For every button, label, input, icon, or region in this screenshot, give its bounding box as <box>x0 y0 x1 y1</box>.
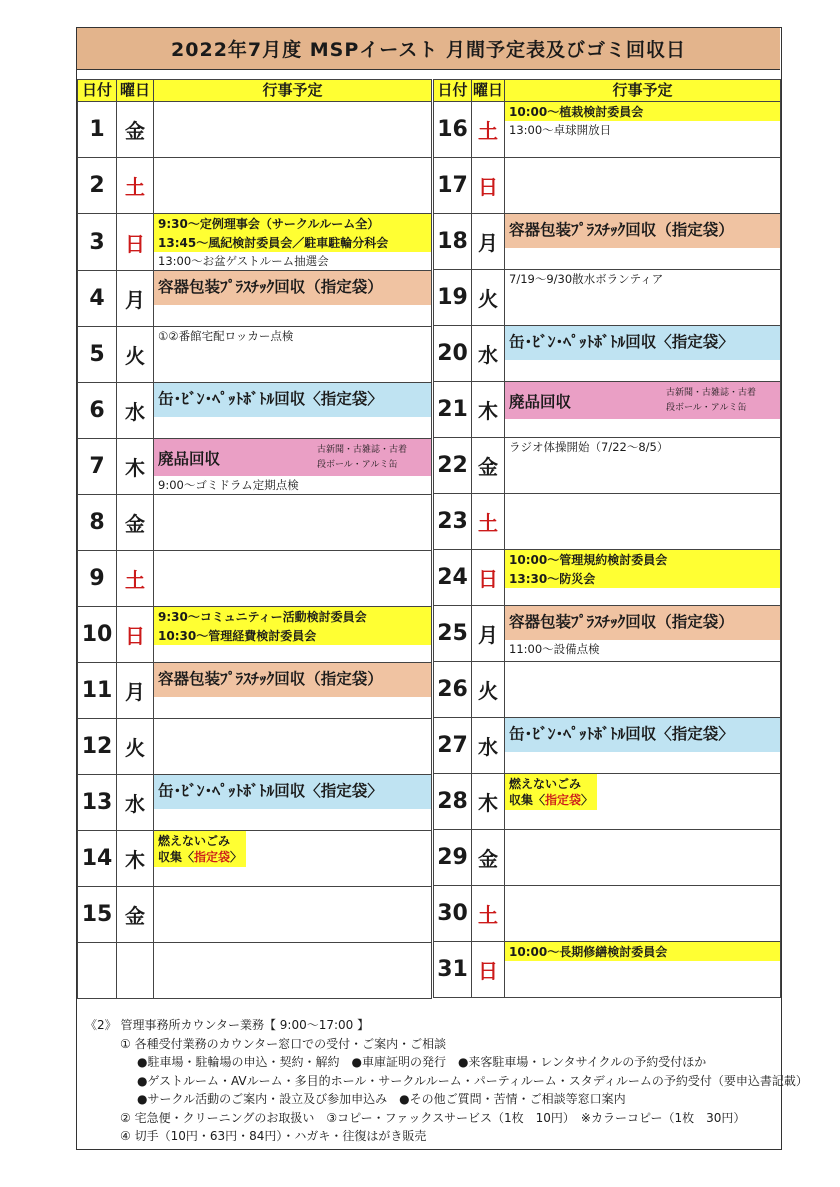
day-number: 18 <box>434 214 472 270</box>
weekday: 土 <box>472 494 505 550</box>
events-cell <box>154 719 432 775</box>
calendar-row <box>78 495 432 551</box>
recycling-label: 廃品回収 <box>158 450 221 468</box>
calendar-row <box>78 775 432 831</box>
calendar-row <box>78 943 432 999</box>
events-cell <box>505 438 781 494</box>
weekday: 水 <box>472 718 505 774</box>
memo-line <box>509 792 593 808</box>
weekday <box>117 943 154 999</box>
weekday: 月 <box>472 214 505 270</box>
day-number: 11 <box>78 663 117 719</box>
events-cell <box>505 158 781 214</box>
weekday: 日 <box>117 607 154 663</box>
collection-bar: 缶･ﾋﾞﾝ･ﾍﾟｯﾄﾎﾞﾄﾙ回収〈指定袋〉 <box>154 383 431 417</box>
weekday: 火 <box>472 662 505 718</box>
events-cell <box>154 551 432 607</box>
events-cell <box>505 774 781 830</box>
weekday: 月 <box>117 663 154 719</box>
calendar-row <box>434 270 781 326</box>
calendar-row <box>78 271 432 327</box>
info-line: ④ 切手（10円・63円・84円）・ハガキ・往復はがき販売 <box>120 1129 427 1143</box>
weekday: 日 <box>472 942 505 998</box>
calendar-row <box>434 718 781 774</box>
day-number: 26 <box>434 662 472 718</box>
day-number: 14 <box>78 831 117 887</box>
header-weekday: 曜日 <box>117 80 154 102</box>
events-cell <box>505 606 781 662</box>
events-cell <box>505 942 781 998</box>
collection-bar: 容器包装ﾌﾟﾗｽﾁｯｸ回収（指定袋） <box>505 214 780 248</box>
weekday: 月 <box>117 271 154 327</box>
info-line: ●駐車場・駐輪場の申込・契約・解約 ●車庫証明の発行 ●来客駐車場・レンタサイクルの予約受付ほか <box>137 1055 707 1069</box>
calendar-row <box>434 438 781 494</box>
event-bar: 10:00～長期修繕検討委員会 <box>505 942 780 961</box>
events-cell <box>154 102 432 158</box>
weekday: 金 <box>117 887 154 943</box>
recycling-items-line: 古新聞・古雑誌・古着 <box>316 445 407 455</box>
events-cell <box>154 663 432 719</box>
event-note: 11:00～設備点検 <box>509 642 600 656</box>
memo-line <box>158 849 242 865</box>
day-number: 2 <box>78 158 117 214</box>
day-number: 29 <box>434 830 472 886</box>
events-cell <box>154 214 432 271</box>
day-number: 6 <box>78 383 117 439</box>
calendar-row <box>434 214 781 270</box>
day-number: 9 <box>78 551 117 607</box>
day-number <box>78 943 117 999</box>
info-heading: 《2》 管理事務所カウンター業務【 9:00～17:00 】 <box>85 1018 370 1032</box>
memo-line: 燃えないごみ <box>509 777 582 791</box>
weekday: 月 <box>472 606 505 662</box>
memo-text: 〉 <box>581 793 594 807</box>
calendar-row <box>78 214 432 271</box>
calendar-row <box>434 830 781 886</box>
weekday: 水 <box>472 326 505 382</box>
events-cell <box>505 102 781 158</box>
events-cell <box>154 158 432 214</box>
events-cell <box>154 831 432 887</box>
day-number: 31 <box>434 942 472 998</box>
day-number: 3 <box>78 214 117 271</box>
weekday: 木 <box>472 382 505 438</box>
day-number: 7 <box>78 439 117 495</box>
events-cell <box>505 550 781 606</box>
day-number: 23 <box>434 494 472 550</box>
events-cell <box>154 887 432 943</box>
memo-line: 燃えないごみ <box>158 834 231 848</box>
collection-bar: 缶･ﾋﾞﾝ･ﾍﾟｯﾄﾎﾞﾄﾙ回収〈指定袋〉 <box>505 718 780 752</box>
day-number: 17 <box>434 158 472 214</box>
day-number: 28 <box>434 774 472 830</box>
day-number: 21 <box>434 382 472 438</box>
weekday: 金 <box>472 830 505 886</box>
events-cell <box>154 327 432 383</box>
events-cell <box>154 775 432 831</box>
collection-bar: 容器包装ﾌﾟﾗｽﾁｯｸ回収（指定袋） <box>154 663 431 697</box>
collection-bar: 容器包装ﾌﾟﾗｽﾁｯｸ回収（指定袋） <box>154 271 431 305</box>
day-number: 10 <box>78 607 117 663</box>
event-bar: 9:30～定例理事会（サークルルーム全） <box>154 214 431 233</box>
event-note: 7/19～9/30散水ボランティア <box>509 272 664 286</box>
collection-bar: 容器包装ﾌﾟﾗｽﾁｯｸ回収（指定袋） <box>505 606 780 640</box>
calendar-row <box>434 550 781 606</box>
calendar-row <box>434 886 781 942</box>
calendar-row <box>78 831 432 887</box>
calendar-row <box>434 942 781 998</box>
day-number: 15 <box>78 887 117 943</box>
recycling-items <box>666 386 756 416</box>
weekday: 木 <box>117 831 154 887</box>
calendar-row <box>434 102 781 158</box>
event-note: 13:00～お盆ゲストルーム抽選会 <box>158 254 329 268</box>
memo-bag-label: 指定袋 <box>545 793 582 807</box>
recycling-items <box>317 443 407 473</box>
collection-bar: 缶･ﾋﾞﾝ･ﾍﾟｯﾄﾎﾞﾄﾙ回収〈指定袋〉 <box>154 775 431 809</box>
weekday: 水 <box>117 383 154 439</box>
calendar-row <box>78 887 432 943</box>
office-info <box>85 1016 808 1146</box>
calendar-left <box>77 79 432 999</box>
events-cell <box>505 886 781 942</box>
day-number: 5 <box>78 327 117 383</box>
weekday: 金 <box>117 102 154 158</box>
calendar-row <box>78 327 432 383</box>
events-cell <box>505 382 781 438</box>
event-note: 13:00～卓球開放日 <box>509 123 612 137</box>
events-cell <box>505 662 781 718</box>
event-note: 9:00～ゴミドラム定期点検 <box>158 478 299 492</box>
event-note: ラジオ体操開始（7/22～8/5） <box>509 440 669 454</box>
weekday: 金 <box>472 438 505 494</box>
day-number: 12 <box>78 719 117 775</box>
events-cell <box>505 326 781 382</box>
weekday: 金 <box>117 495 154 551</box>
events-cell <box>154 495 432 551</box>
calendar-row <box>78 663 432 719</box>
calendar-row <box>78 551 432 607</box>
events-cell <box>154 439 432 495</box>
header-events: 行事予定 <box>505 80 781 102</box>
info-line: ●ゲストルーム・AVルーム・多目的ホール・サークルルーム・パーティルーム・スタディルームの予約受付（要申込書記載） <box>137 1073 808 1088</box>
events-cell <box>154 271 432 327</box>
day-number: 19 <box>434 270 472 326</box>
weekday: 土 <box>117 158 154 214</box>
recycling-items-line: 段ボール・アルミ缶 <box>665 403 747 413</box>
header-weekday: 曜日 <box>472 80 505 102</box>
calendar-row <box>78 607 432 663</box>
weekday: 火 <box>117 719 154 775</box>
events-cell <box>505 830 781 886</box>
header-date: 日付 <box>434 80 472 102</box>
weekday: 土 <box>117 551 154 607</box>
header-events: 行事予定 <box>154 80 432 102</box>
day-number: 24 <box>434 550 472 606</box>
page-title: 2022年7月度 MSPイースト 月間予定表及びゴミ回収日 <box>77 28 780 70</box>
day-number: 8 <box>78 495 117 551</box>
calendar-row <box>434 662 781 718</box>
calendar-row <box>78 719 432 775</box>
noncombustible-memo <box>505 774 597 810</box>
calendar-row <box>434 158 781 214</box>
weekday: 土 <box>472 102 505 158</box>
calendar-row <box>78 102 432 158</box>
weekday: 火 <box>117 327 154 383</box>
calendar-row <box>434 326 781 382</box>
calendar-row <box>434 606 781 662</box>
noncombustible-memo <box>154 831 246 867</box>
day-number: 1 <box>78 102 117 158</box>
events-cell <box>154 943 432 999</box>
day-number: 22 <box>434 438 472 494</box>
events-cell <box>154 607 432 663</box>
recycling-bar <box>505 382 780 419</box>
recycling-items-line: 古新聞・古雑誌・古着 <box>665 388 756 398</box>
weekday: 木 <box>472 774 505 830</box>
info-line: ① 各種受付業務のカウンター窓口での受付・ご案内・ご相談 <box>120 1036 447 1051</box>
memo-text: 〉 <box>230 850 243 864</box>
memo-text: 収集〈 <box>509 793 546 807</box>
events-cell <box>154 383 432 439</box>
memo-text: 収集〈 <box>158 850 195 864</box>
weekday: 日 <box>472 158 505 214</box>
event-bar: 13:30～防災会 <box>505 569 780 588</box>
events-cell <box>505 718 781 774</box>
weekday: 水 <box>117 775 154 831</box>
weekday: 日 <box>472 550 505 606</box>
info-line: ② 宅急便・クリーニングのお取扱い ③コピー・ファックスサービス（1枚 10円） ※カラーコピー（1枚 30円） <box>120 1110 746 1125</box>
event-bar: 13:45～風紀検討委員会／駐車駐輪分科会 <box>154 233 431 252</box>
event-bar: 10:30～管理経費検討委員会 <box>154 626 431 645</box>
recycling-bar <box>154 439 431 476</box>
events-cell <box>505 270 781 326</box>
events-cell <box>505 214 781 270</box>
calendar-row <box>434 494 781 550</box>
day-number: 27 <box>434 718 472 774</box>
day-number: 30 <box>434 886 472 942</box>
events-cell <box>505 494 781 550</box>
calendar-row <box>78 439 432 495</box>
weekday: 火 <box>472 270 505 326</box>
calendar-row <box>78 158 432 214</box>
day-number: 16 <box>434 102 472 158</box>
weekday: 土 <box>472 886 505 942</box>
info-line: ●サークル活動のご案内・設立及び参加申込み ●その他ご質問・苦情・ご相談等窓口案内 <box>137 1092 626 1106</box>
day-number: 25 <box>434 606 472 662</box>
event-bar: 10:00～植栽検討委員会 <box>505 102 780 121</box>
header-date: 日付 <box>78 80 117 102</box>
recycling-items-line: 段ボール・アルミ缶 <box>316 460 398 470</box>
event-bar: 9:30～コミュニティー活動検討委員会 <box>154 607 431 626</box>
collection-bar: 缶･ﾋﾞﾝ･ﾍﾟｯﾄﾎﾞﾄﾙ回収〈指定袋〉 <box>505 326 780 360</box>
day-number: 4 <box>78 271 117 327</box>
recycling-label: 廃品回収 <box>509 393 572 411</box>
calendar-row <box>434 382 781 438</box>
calendar-row <box>78 383 432 439</box>
event-bar: 10:00～管理規約検討委員会 <box>505 550 780 569</box>
memo-bag-label: 指定袋 <box>194 850 231 864</box>
day-number: 20 <box>434 326 472 382</box>
calendar-right <box>433 79 781 998</box>
weekday: 木 <box>117 439 154 495</box>
weekday: 日 <box>117 214 154 271</box>
calendar-row <box>434 774 781 830</box>
day-number: 13 <box>78 775 117 831</box>
event-note: ①②番館宅配ロッカー点検 <box>158 329 294 343</box>
